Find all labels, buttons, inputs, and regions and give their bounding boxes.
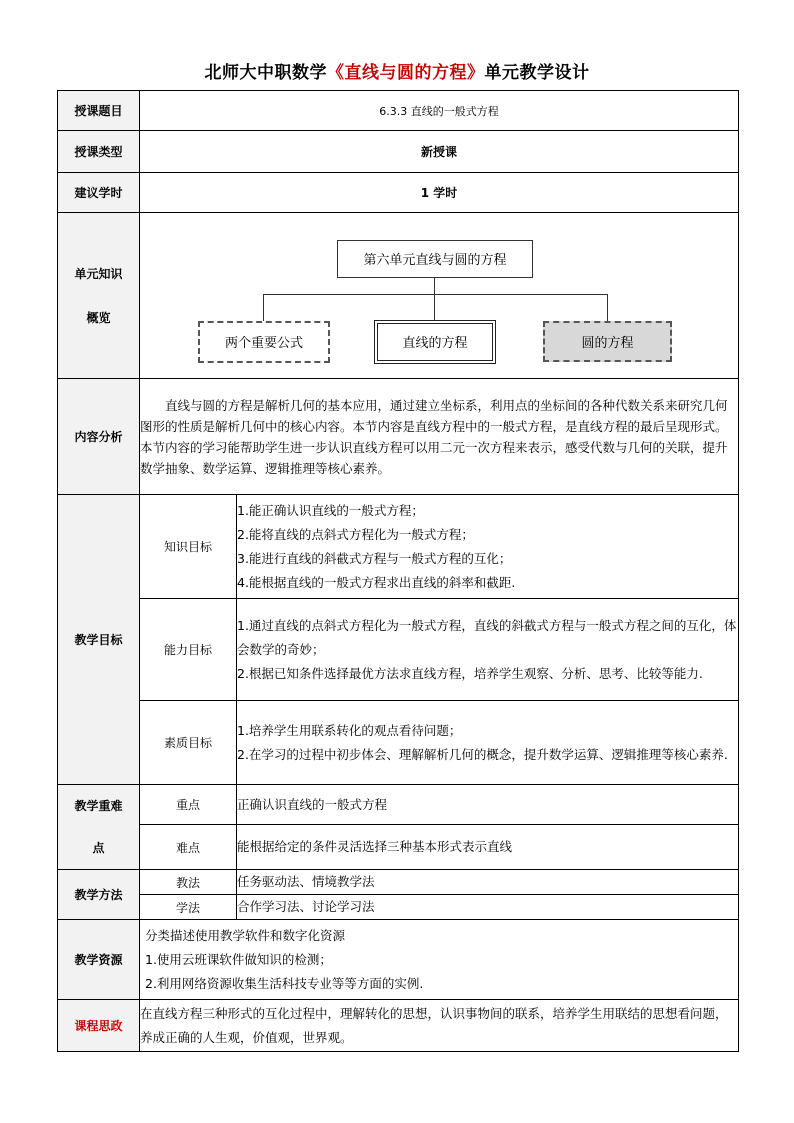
knowledge-item: 2.能将直线的点斜式方程化为一般式方程；: [237, 526, 474, 542]
diagram-node-formulas: 两个重要公式: [198, 321, 330, 363]
ideology-text: 在直线方程三种形式的互化过程中，理解转化的思想，认识事物间的联系，培养学生用联结的思想看问题，养成正确的人生观，价值观，世界观。: [140, 1000, 739, 1052]
ability-item: 2.根据已知条件选择最优方法求直线方程，培养学生观察、分析、思考、比较等能力.: [237, 665, 703, 681]
knowledge-item: 3.能进行直线的斜截式方程与一般式方程的互化；: [237, 550, 512, 566]
row-analysis: [58, 379, 739, 495]
quality-label: 素质目标: [140, 701, 237, 785]
topic-label: 授课题目: [58, 91, 140, 131]
resources-label: 教学资源: [58, 920, 140, 1000]
row-type: [58, 131, 739, 173]
knowledge-label: 知识目标: [140, 495, 237, 599]
diagram-root-node: 第六单元直线与圆的方程: [337, 240, 533, 278]
ability-items: [237, 599, 739, 701]
overview-label: [58, 213, 140, 379]
ability-label: 能力目标: [140, 599, 237, 701]
row-topic: [58, 91, 739, 131]
overview-diagram-cell: [140, 213, 739, 379]
resources-line: 2.利用网络资源收集生活科技专业等等方面的实例.: [145, 975, 424, 991]
document-title: [0, 58, 794, 83]
title-prefix: 北师大中职数学: [204, 63, 327, 83]
hours-value: 1 学时: [140, 173, 739, 213]
type-value: 新授课: [140, 131, 739, 173]
teach-value: 任务驱动法、情境教学法: [237, 870, 739, 895]
row-hours: [58, 173, 739, 213]
difficult-value: 能根据给定的条件灵活选择三种基本形式表示直线: [237, 825, 739, 870]
row-teach-method: [58, 870, 739, 895]
ability-item: 1.通过直线的点斜式方程化为一般式方程，直线的斜截式方程与一般式方程之间的互化，体会数学的奇妙；: [237, 617, 737, 657]
type-label: 授课类型: [58, 131, 140, 173]
connector-right: [607, 294, 608, 321]
teach-label: 教法: [140, 870, 237, 895]
connector-left: [263, 294, 264, 321]
keypoints-label-line2: 点: [92, 841, 105, 855]
analysis-label: 内容分析: [58, 379, 140, 495]
ideology-label: 课程思政: [58, 1000, 140, 1052]
row-key-point: [58, 785, 739, 825]
row-goals-quality: [58, 701, 739, 785]
analysis-text: 直线与圆的方程是解析几何的基本应用，通过建立坐标系，利用点的坐标间的各种代数关系来研究几何图形的性质是解析几何中的核心内容。本节内容是直线方程中的一般式方程，是直线方程的最后呈现形式。本节内容的学习能帮助学生进一步认识直线方程可以用二元一次方程来表示，感受代数与几何的关联，提升数学抽象、数学运算、逻辑推理等核心素养。: [140, 397, 728, 476]
knowledge-item: 4.能根据直线的一般式方程求出直线的斜率和截距.: [237, 574, 516, 590]
row-goals-knowledge: [58, 495, 739, 599]
connector-vertical-root: [434, 278, 435, 294]
learn-value: 合作学习法、讨论学习法: [237, 895, 739, 920]
lesson-plan-table: [57, 90, 739, 1052]
title-suffix: 单元教学设计: [484, 63, 590, 83]
title-highlight: 《直线与圆的方程》: [327, 63, 485, 83]
key-value: 正确认识直线的一般式方程: [237, 785, 739, 825]
analysis-cell: [140, 379, 739, 495]
diagram-node-line-equation: 直线的方程: [374, 320, 496, 364]
quality-item: 1.培养学生用联系转化的观点看待问题；: [237, 722, 462, 738]
difficult-label: 难点: [140, 825, 237, 870]
overview-label-line2: 概览: [86, 310, 111, 325]
resources-line: 1.使用云班课软件做知识的检测；: [145, 951, 332, 967]
row-learn-method: [58, 895, 739, 920]
key-label: 重点: [140, 785, 237, 825]
resources-line: 分类描述使用教学软件和数字化资源: [145, 927, 346, 943]
overview-label-line1: 单元知识: [74, 266, 123, 281]
resources-cell: [140, 920, 739, 1000]
unit-structure-diagram: [140, 214, 681, 378]
methods-label: 教学方法: [58, 870, 140, 920]
quality-item: 2.在学习的过程中初步体会、理解解析几何的概念，提升数学运算、逻辑推理等核心素养.: [237, 746, 728, 762]
keypoints-label: [58, 785, 140, 870]
row-resources: [58, 920, 739, 1000]
keypoints-label-line1: 教学重难: [74, 799, 123, 813]
goals-label: 教学目标: [58, 495, 140, 785]
connector-middle: [434, 294, 435, 320]
knowledge-item: 1.能正确认识直线的一般式方程；: [237, 502, 424, 518]
quality-items: [237, 701, 739, 785]
row-ideology: [58, 1000, 739, 1052]
topic-value: 6.3.3 直线的一般式方程: [140, 91, 739, 131]
row-overview: [58, 213, 739, 379]
diagram-node-circle-equation: 圆的方程: [543, 321, 672, 362]
row-difficult-point: [58, 825, 739, 870]
connector-horizontal: [263, 294, 608, 295]
learn-label: 学法: [140, 895, 237, 920]
knowledge-items: [237, 495, 739, 599]
hours-label: 建议学时: [58, 173, 140, 213]
row-goals-ability: [58, 599, 739, 701]
